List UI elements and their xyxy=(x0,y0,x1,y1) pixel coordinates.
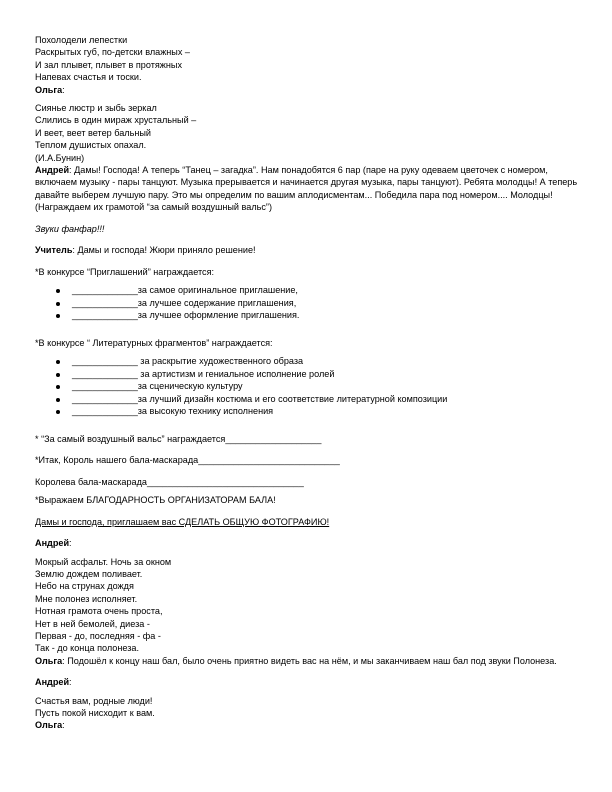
speaker-andrey: Андрей xyxy=(35,538,70,549)
list-item-text: _____________ за артистизм и гениальное исполнение ролей xyxy=(72,368,335,379)
contest2-title: *В конкурсе “ Литературных фрагментов” награждается: xyxy=(35,337,273,348)
speaker-andrey: Андрей xyxy=(35,165,70,176)
photo-invitation: Дамы и господа, приглашаем вас СДЕЛАТЬ ОБЩУЮ ФОТОГРАФИЮ! xyxy=(35,516,330,527)
poem-line: Счастья вам, родные люди! xyxy=(35,695,153,706)
list-item xyxy=(35,355,580,368)
poem-line: Мне полонез исполняет. xyxy=(35,593,138,604)
andrey-speech xyxy=(35,164,580,214)
speaker-line xyxy=(35,537,580,549)
list-item xyxy=(35,284,580,297)
speaker-andrey: Андрей xyxy=(35,677,70,688)
bullet-icon xyxy=(56,410,60,414)
list-item-text: _____________за высокую технику исполнения xyxy=(72,406,274,417)
speaker-olga: Ольга xyxy=(35,84,63,95)
list-item xyxy=(35,297,580,310)
poem-line: Теплом душистых опахал. xyxy=(35,140,147,151)
bullet-icon xyxy=(56,289,60,293)
olga-speech xyxy=(35,655,580,667)
list-item xyxy=(35,368,580,381)
list-item-text: _____________ за раскрытие художественного образа xyxy=(72,356,304,367)
speaker-colon: : xyxy=(62,84,65,95)
poem-line: И веет, веет ветер бальный xyxy=(35,127,151,138)
bullet-icon xyxy=(56,302,60,306)
poem-line: Землю дождем поливает. xyxy=(35,568,143,579)
list-item xyxy=(35,405,580,418)
bullet-icon xyxy=(56,373,60,377)
poem-line: Мокрый асфальт. Ночь за окном xyxy=(35,556,172,567)
speaker-line xyxy=(35,676,580,688)
king-award: *Итак, Король нашего бала-маскарада____________________________ xyxy=(35,455,340,466)
list-item-text: _____________за самое оригинальное приглашение, xyxy=(72,284,298,295)
poem-line: Так - до конца полонеза. xyxy=(35,643,139,654)
speaker-line xyxy=(35,84,580,96)
teacher-speech xyxy=(35,244,580,256)
list-item-text: _____________за лучший дизайн костюма и его соответствие литературной композиции xyxy=(72,393,448,404)
list-item xyxy=(35,393,580,406)
olga-speech-text: : Подошёл к концу наш бал, было очень приятно видеть вас на нём, и мы заканчиваем наш бал под звуки Полонеза. xyxy=(62,655,557,666)
poem-line: Нотная грамота очень проста, xyxy=(35,606,163,617)
speaker-line xyxy=(35,719,580,731)
contest1-list xyxy=(35,284,580,322)
bullet-icon xyxy=(56,385,60,389)
teacher-speech-text: : Дамы и господа! Жюри приняло решение! xyxy=(72,245,256,256)
bullet-icon xyxy=(56,314,60,318)
contest2-list xyxy=(35,355,580,418)
document-page xyxy=(35,34,580,732)
bullet-icon xyxy=(56,398,60,402)
speaker-olga: Ольга xyxy=(35,655,63,666)
list-item-text: _____________за сценическую культуру xyxy=(72,381,243,392)
thanks-line: *Выражаем БЛАГОДАРНОСТЬ ОРГАНИЗАТОРАМ БАЛА! xyxy=(35,495,276,506)
waltz-award: * “За самый воздушный вальс” награждается___________________ xyxy=(35,434,322,445)
poem-line: Слились в один мираж хрустальный – xyxy=(35,115,197,126)
speaker-teacher: Учитель xyxy=(35,245,73,256)
speaker-colon: : xyxy=(69,677,72,688)
poem-line: Пусть покой нисходит к вам. xyxy=(35,707,155,718)
fanfare-note: Звуки фанфар!!! xyxy=(35,223,105,234)
poem-line: Нет в ней бемолей, диеза - xyxy=(35,618,150,629)
speaker-colon: : xyxy=(69,538,72,549)
list-item-text: _____________за лучшее содержание приглашения, xyxy=(72,297,297,308)
poem-author: (И.А.Бунин) xyxy=(35,152,85,163)
poem-line: Первая - до, последняя - фа - xyxy=(35,630,161,641)
poem-line: Сиянье люстр и зыбь зеркал xyxy=(35,103,157,114)
list-item-text: _____________за лучшее оформление приглашения. xyxy=(72,310,300,321)
poem-line: И зал плывет, плывет в протяжных xyxy=(35,59,182,70)
poem-line: Раскрытых губ, по-детски влажных – xyxy=(35,47,190,58)
speaker-colon: : xyxy=(62,720,65,731)
poem-line: Небо на струнах дождя xyxy=(35,581,134,592)
poem-line: Напевах счастья и тоски. xyxy=(35,72,142,83)
list-item xyxy=(35,380,580,393)
list-item xyxy=(35,309,580,322)
queen-award: Королева бала-маскарада_______________________________ xyxy=(35,476,304,487)
contest1-title: *В конкурсе “Приглашений” награждается: xyxy=(35,266,215,277)
bullet-icon xyxy=(56,360,60,364)
speaker-olga: Ольга xyxy=(35,720,63,731)
andrey-speech-text: : Дамы! Господа! А теперь “Танец – загадка”. Нам понадобятся 6 пар (паре на руку одеваем цветочек с номером, включаем музыку - пары танцуют. Музыка прерывается и начинается другая музыка, пары танцуют). Ребята молодцы! А теперь давайте выберем лучшую пару. Это мы определим по вашим аплодисментам... Победила пара под номером.... Молодцы! (Награждаем их грамотой “за самый воздушный вальс”) xyxy=(35,165,578,213)
poem-line: Похолодели лепестки xyxy=(35,35,128,45)
